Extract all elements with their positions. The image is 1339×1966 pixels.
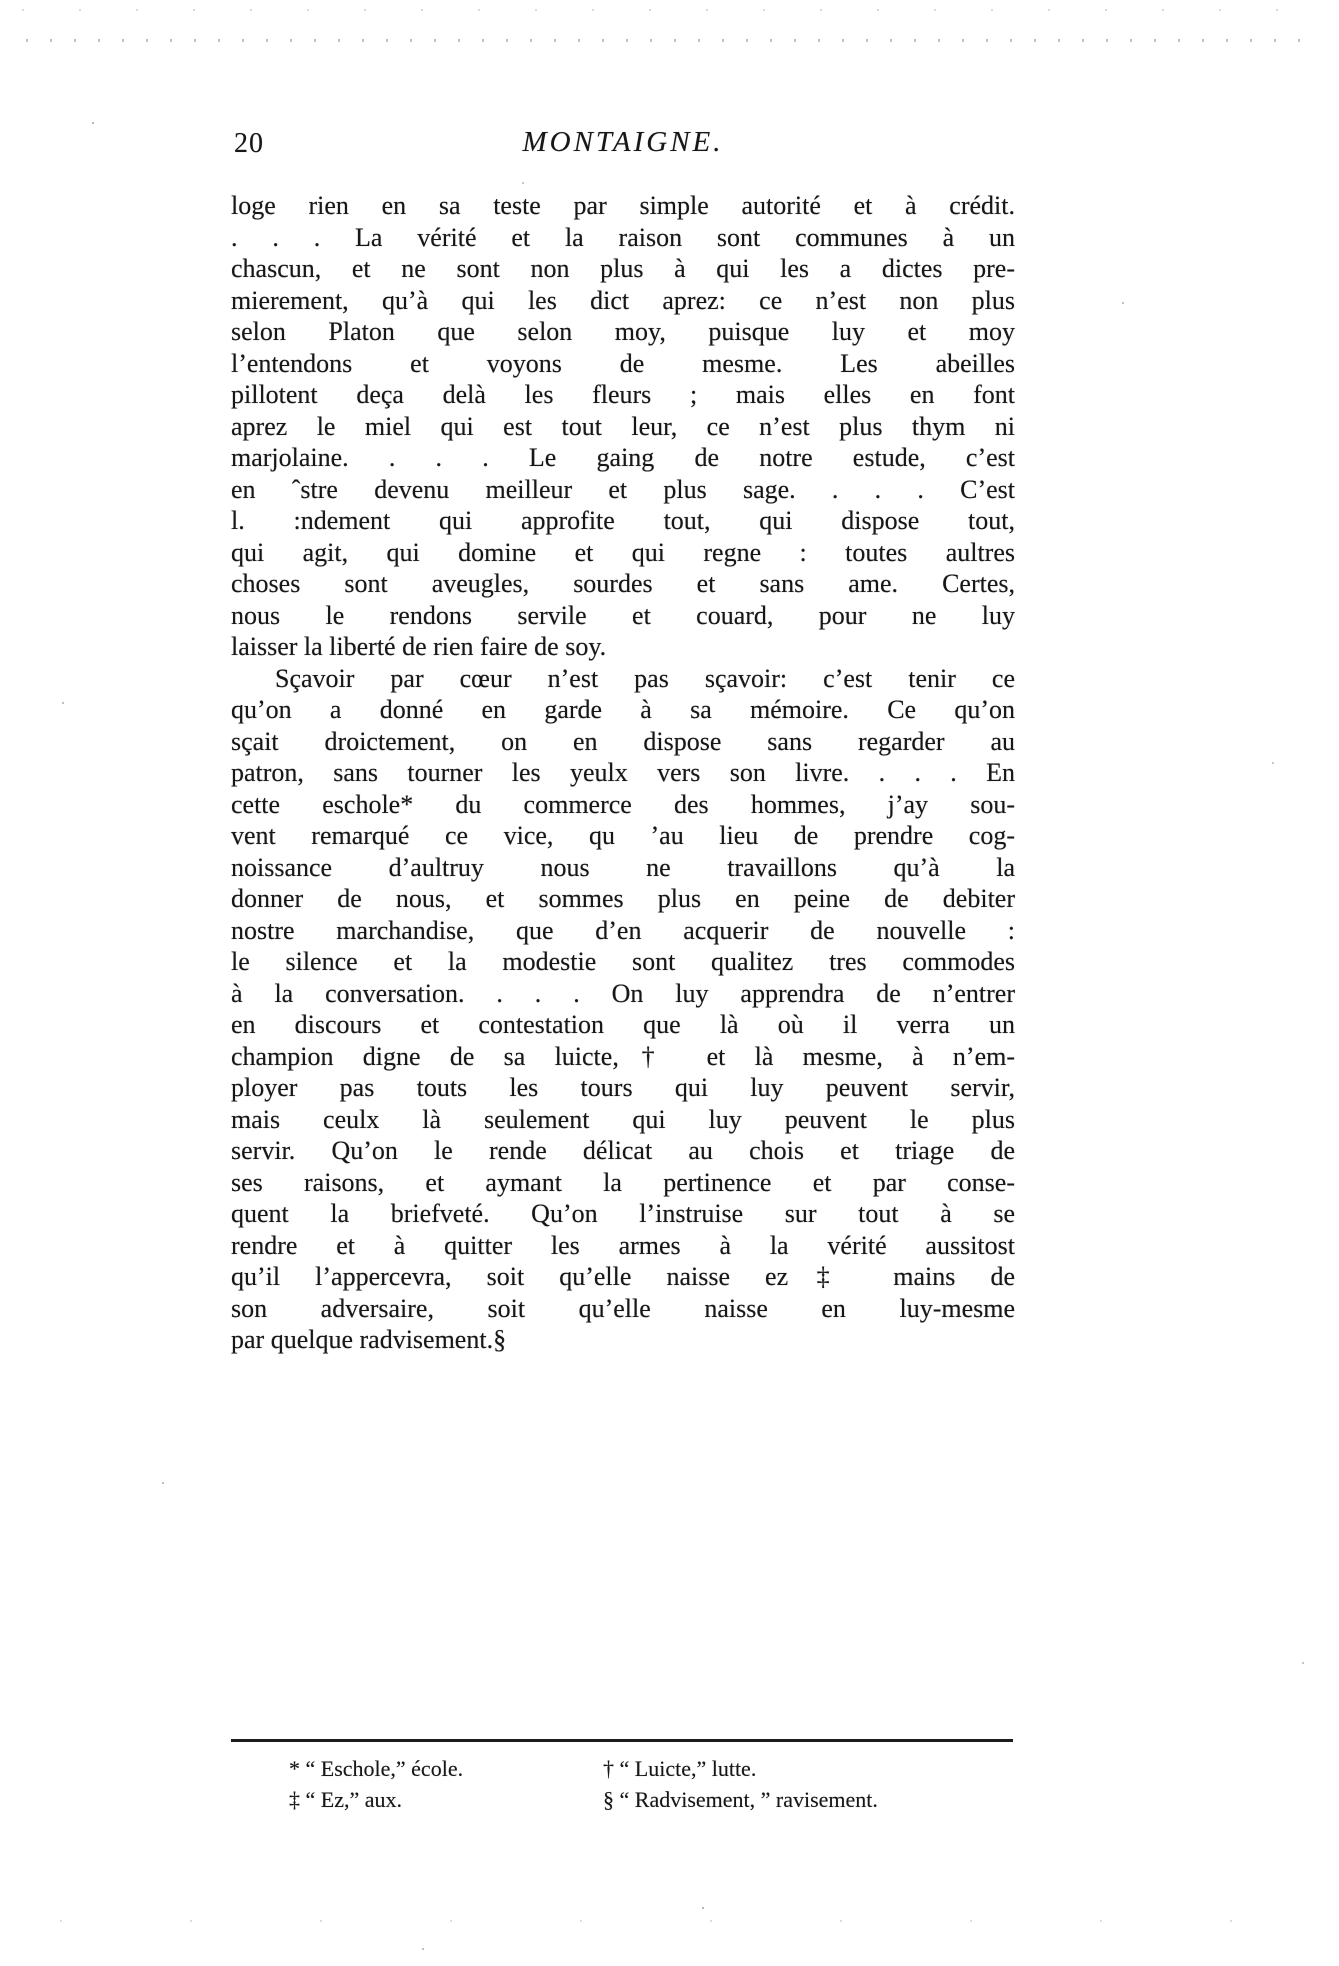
text-line: qui agit, qui domine et qui regne : toutes aultres [231,537,1015,567]
text-line: loge rien en sa teste par simple autorité et à crédit. [231,191,1015,220]
scan-noise-bottom [60,1920,1300,1922]
page-number: 20 [234,128,264,159]
footnote-entry: * “ Eschole,” école. [289,1756,464,1781]
running-title: MONTAIGNE. [522,126,724,158]
text-line: chascun, et ne sont non plus à qui les a dictes pre- [231,254,1015,283]
text-line: quent la briefveté. Qu’on l’instruise sur tout à se [231,1199,1015,1228]
footnotes [231,1753,1016,1815]
text-line: le silence et la modestie sont qualitez tres commodes [231,947,1015,976]
text-line: mierement, qu’à qui les dict aprez: ce n’est non plus [231,285,1015,315]
text-line: nostre marchandise, que d’en acquerir de nouvelle : [231,915,1015,945]
text-line: marjolaine. . . . Le gaing de notre estude, c’est [231,443,1015,472]
text-line: vent remarqué ce vice, qu ’au lieu de prendre cog- [231,821,1015,850]
text-line: aprez le miel qui est tout leur, ce n’est plus thym ni [231,411,1015,441]
text-column [231,190,1015,1356]
footnote-entry: § “ Radvisement, ” ravisement. [603,1787,878,1812]
text-line: en discours et contestation que là où il verra un [231,1010,1015,1039]
text-line: qu’il l’appercevra, soit qu’elle naisse ez‡ mains de [231,1262,1015,1291]
text-line: servir. Qu’on le rende délicat au chois et triage de [231,1136,1015,1165]
footnote-row [231,1753,1016,1784]
page-header [230,126,1016,168]
text-line: Sçavoir par cœur n’est pas sçavoir: c’est tenir ce [275,663,1015,693]
text-line: ployer pas touts les tours qui luy peuvent servir, [231,1073,1015,1102]
text-line: sçait droictement, on en dispose sans regarder au [231,726,1015,756]
text-line: par quelque radvisement.§ [231,1325,507,1354]
scan-specks [0,0,2,2]
text-line: pillotent deça delà les fleurs ; mais elles en font [231,380,1015,409]
text-line: à la conversation. . . . On luy apprendra de n’entrer [231,978,1015,1008]
text-line: nous le rendons servile et couard, pour ne luy [231,600,1015,630]
text-line: noissance d’aultruy nous ne travaillons qu’à la [231,852,1015,882]
text-line: ses raisons, et aymant la pertinence et par conse- [231,1167,1015,1197]
text-line: son adversaire, soit qu’elle naisse en luy-mesme [231,1293,1015,1323]
footnote-row [231,1784,1016,1815]
text-line: selon Platon que selon moy, puisque luy et moy [231,317,1015,346]
footnote-entry: ‡ “ Ez,” aux. [289,1787,402,1812]
scan-noise-top [22,9,1317,11]
scan-noise-top [26,39,1316,42]
text-line: patron, sans tourner les yeulx vers son livre. . . . En [231,758,1015,787]
text-line: donner de nous, et sommes plus en peine de debiter [231,884,1015,913]
text-line: choses sont aveugles, sourdes et sans ame. Certes, [231,569,1015,598]
text-line: en ˆstre devenu meilleur et plus sage. . . . C’est [231,474,1015,504]
text-line: mais ceulx là seulement qui luy peuvent le plus [231,1104,1015,1134]
text-line: l’entendons et voyons de mesme. Les abeilles [231,348,1015,378]
footnote-rule [231,1739,1013,1742]
text-line: cette eschole* du commerce des hommes, j’ay sou- [231,789,1015,819]
footnote-entry: † “ Luicte,” lutte. [603,1756,757,1781]
text-line: . . . La vérité et la raison sont communes à un [231,222,1015,252]
text-line: qu’on a donné en garde à sa mémoire. Ce qu’on [231,695,1015,724]
text-line: laisser la liberté de rien faire de soy. [231,632,607,661]
text-line: rendre et à quitter les armes à la vérité aussitost [231,1230,1015,1260]
text-line: champion digne de sa luicte,† et là mesme, à n’em- [231,1041,1015,1071]
text-line: l. :ndement qui approfite tout, qui dispose tout, [231,506,1015,535]
